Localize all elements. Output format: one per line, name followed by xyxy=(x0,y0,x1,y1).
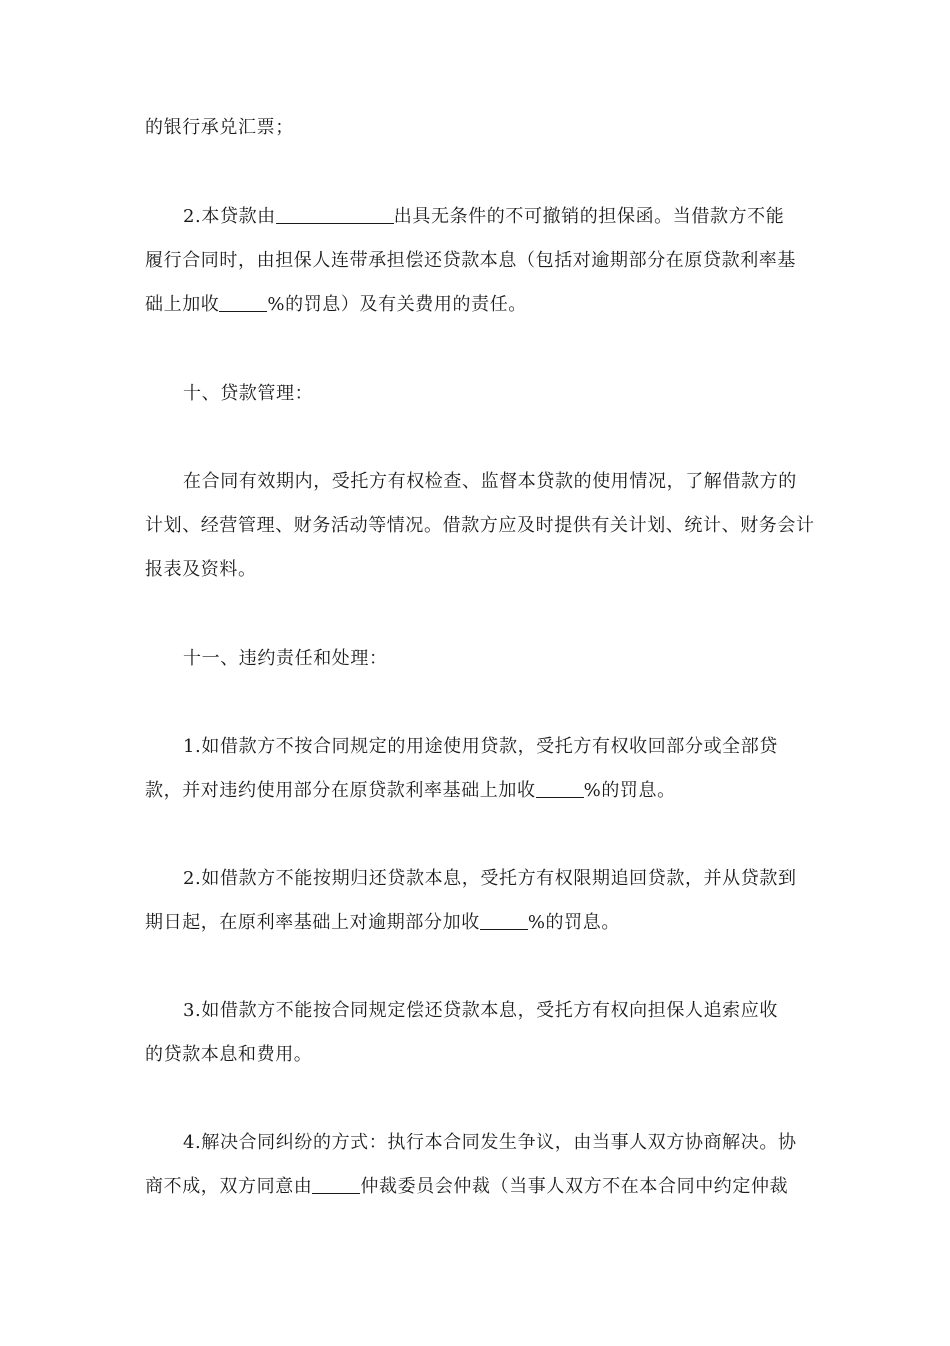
fill-in-blank xyxy=(219,293,267,312)
paragraph-line: 商不成，双方同意由 仲裁委员会仲裁（当事人双方不在本合同中约定仲裁 xyxy=(145,1176,789,1197)
fill-in-blank xyxy=(312,1175,360,1194)
fill-in-blank xyxy=(536,779,584,798)
paragraph-line: 计划、经营管理、财务活动等情况。借款方应及时提供有关计划、统计、财务会计 xyxy=(145,515,815,536)
fill-in-blank xyxy=(480,911,528,930)
paragraph-line: 款，并对违约使用部分在原贷款利率基础上加收 %的罚息。 xyxy=(145,780,676,801)
paragraph-line: 报表及资料。 xyxy=(145,559,257,580)
paragraph-line: 4.解决合同纠纷的方式：执行本合同发生争议，由当事人双方协商解决。协 xyxy=(183,1132,797,1153)
paragraph-line: 础上加收 %的罚息）及有关费用的责任。 xyxy=(145,294,527,315)
paragraph-line: 3.如借款方不能按合同规定偿还贷款本息，受托方有权向担保人追索应收 xyxy=(183,1000,778,1021)
section-heading: 十一、违约责任和处理： xyxy=(183,648,388,669)
paragraph-line: 2.本贷款由 出具无条件的不可撤销的担保函。当借款方不能 xyxy=(183,206,785,227)
paragraph-line: 履行合同时，由担保人连带承担偿还贷款本息（包括对逾期部分在原贷款利率基 xyxy=(145,250,796,271)
paragraph-line: 1.如借款方不按合同规定的用途使用贷款，受托方有权收回部分或全部贷 xyxy=(183,736,778,757)
paragraph-line: 的银行承兑汇票； xyxy=(145,117,294,138)
paragraph-line: 2.如借款方不能按期归还贷款本息，受托方有权限期追回贷款，并从贷款到 xyxy=(183,868,797,889)
paragraph-line: 期日起，在原利率基础上对逾期部分加收 %的罚息。 xyxy=(145,912,620,933)
fill-in-blank xyxy=(276,205,394,224)
paragraph-line: 的贷款本息和费用。 xyxy=(145,1044,313,1065)
paragraph-line: 在合同有效期内，受托方有权检查、监督本贷款的使用情况，了解借款方的 xyxy=(183,471,797,492)
section-heading: 十、贷款管理： xyxy=(183,383,314,404)
